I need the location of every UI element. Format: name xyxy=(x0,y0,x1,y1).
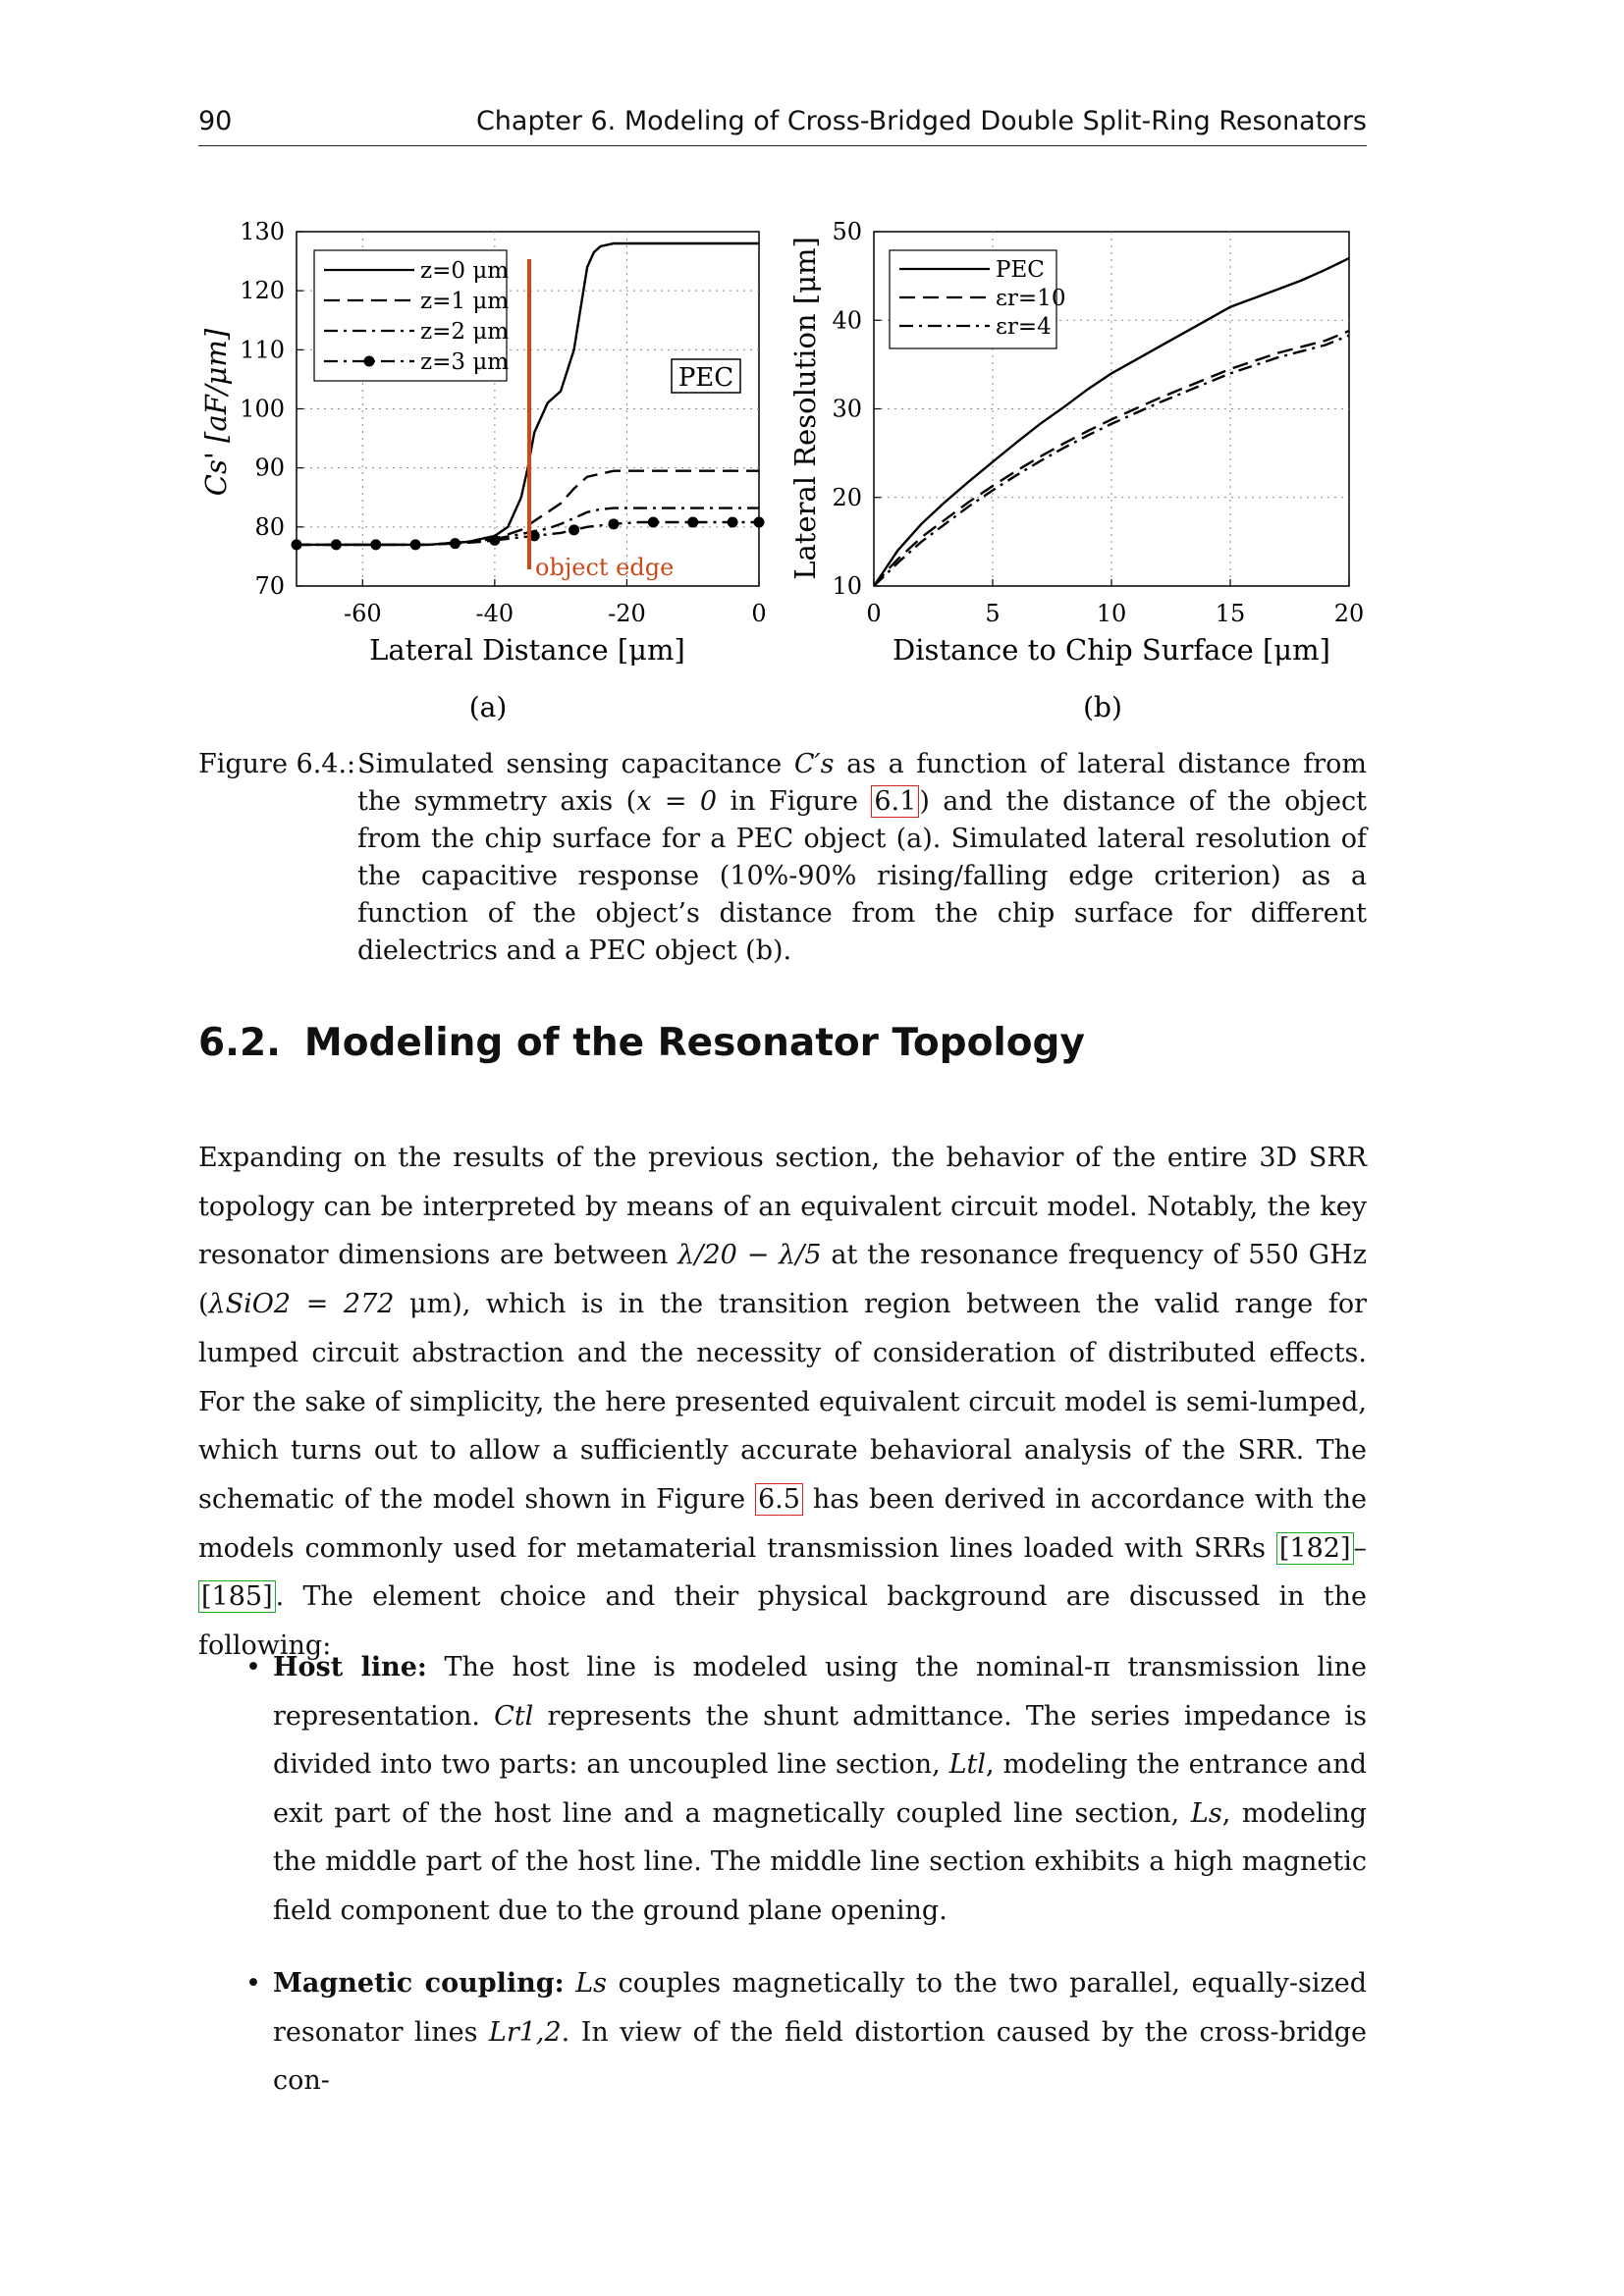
tick-label-x: 0 xyxy=(866,600,882,627)
section-title: Modeling of the Resonator Topology xyxy=(303,1021,1085,1065)
chart-a-ylabel: Cs' [aF/μm] xyxy=(199,328,233,497)
bullet-dot: • xyxy=(245,1968,261,1999)
tick-label-y: 40 xyxy=(832,306,862,335)
caption-text-2: as a function of lateral distance from the symmetry axis ( xyxy=(357,749,1367,817)
caption-body xyxy=(357,746,1367,970)
tick-label-y: 30 xyxy=(832,395,862,423)
chart-a-xlabel: Lateral Distance [μm] xyxy=(369,633,685,667)
chart-b-legend xyxy=(890,250,1065,348)
bullet-text xyxy=(565,1968,576,1999)
bullet-list xyxy=(198,1643,1367,2130)
bullet-symbol: Lr1,2 xyxy=(488,2016,562,2048)
panel-b-label: (b) xyxy=(1083,691,1122,723)
bullet-symbol: Ctl xyxy=(494,1700,534,1732)
tick-label-y: 130 xyxy=(240,218,285,245)
tick-label-x: 20 xyxy=(1333,600,1365,627)
list-item xyxy=(198,1643,1367,1935)
tick-label-x: 0 xyxy=(751,600,767,627)
caption-symbol-cs: C′s xyxy=(793,749,835,779)
page-number: 90 xyxy=(198,106,233,136)
legend-label: z=1 μm xyxy=(420,289,510,314)
series-marker xyxy=(331,539,342,550)
series-marker xyxy=(568,524,579,535)
chart-a xyxy=(199,218,767,723)
bullet-text: , modeling the middle part of the host line. The middle line section exhibits a high magnetic field component due to the ground plane opening. xyxy=(273,1797,1367,1926)
chart-b xyxy=(788,218,1364,723)
bullet-symbol: Ls xyxy=(1190,1797,1222,1829)
para-eq-2: λSiO2 = 272 xyxy=(208,1289,395,1320)
series-marker xyxy=(370,539,381,550)
chart-b-xlabel: Distance to Chip Surface [μm] xyxy=(893,633,1330,667)
bullet-symbol: Ltl xyxy=(948,1749,987,1780)
caption-eq-x: x = 0 xyxy=(636,786,718,817)
para-eq-1: λ/20 − λ/5 xyxy=(677,1240,822,1271)
chart-a-legend xyxy=(314,250,509,381)
figure-6-5-link[interactable]: 6.5 xyxy=(755,1483,803,1516)
bullet-symbol: Ls xyxy=(575,1968,607,1999)
caption-label: Figure 6.4.: xyxy=(198,749,356,779)
pec-label: PEC xyxy=(677,363,734,393)
legend-label: εr=10 xyxy=(996,286,1066,311)
bullet-text: represents the shunt admittance. The series impedance is divided into two parts: an uncoupled line section, xyxy=(273,1700,1367,1780)
bullet-text: The host line is modeled using the nominal-π transmission line representation. xyxy=(273,1652,1367,1732)
series-marker xyxy=(450,538,460,549)
figure-6-1-link[interactable]: 6.1 xyxy=(871,785,919,818)
para-text-3: μm), which is in the transition region between the valid range for lumped circuit abstraction and the necessity of consideration of distributed effects. For the sake of simplicity, the here presented equivalent circuit model is semi-lumped, which turns out to allow a sufficiently accurate behavioral analysis of the SRR. The schematic of the model shown in Figure xyxy=(198,1289,1367,1515)
tick-label-y: 70 xyxy=(254,572,285,600)
para-text-1: Expanding on the results of the previous section, the behavior of the entire 3D SRR topology can be interpreted by means of an equivalent circuit model. Notably, the key resonator dimensions are between xyxy=(198,1143,1367,1271)
tick-label-y: 50 xyxy=(832,218,862,245)
tick-label-y: 20 xyxy=(832,483,862,511)
para-dash: – xyxy=(1353,1532,1367,1564)
series-marker xyxy=(489,535,500,546)
tick-label-y: 110 xyxy=(240,336,285,364)
series-marker xyxy=(754,517,765,528)
series-marker xyxy=(608,518,619,529)
body-paragraph xyxy=(198,1134,1367,1671)
section-number: 6.2. xyxy=(198,1021,281,1065)
figure-6-4 xyxy=(0,0,1624,736)
panel-a-label: (a) xyxy=(468,691,508,723)
bullet-dot: • xyxy=(245,1652,261,1682)
tick-label-x: 5 xyxy=(985,600,1001,627)
tick-label-x: 10 xyxy=(1096,600,1127,627)
section-heading xyxy=(198,1021,1085,1065)
legend-label: εr=4 xyxy=(996,314,1052,340)
para-text-2: at the resonance frequency of 550 GHz ( xyxy=(198,1240,1367,1320)
tick-label-y: 120 xyxy=(240,277,285,305)
tick-label-y: 100 xyxy=(240,395,285,423)
object-edge-label: object edge xyxy=(535,554,675,581)
tick-label-x: -60 xyxy=(343,600,382,627)
para-text-5: . The element choice and their physical background are discussed in the following: xyxy=(198,1581,1367,1662)
series-marker xyxy=(728,517,738,528)
chart-b-ylabel: Lateral Resolution [μm] xyxy=(788,237,822,580)
chapter-title: Chapter 6. Modeling of Cross-Bridged Double Split-Ring Resonators xyxy=(475,106,1367,136)
series-marker xyxy=(410,539,421,550)
legend-marker xyxy=(364,356,375,367)
legend-label: z=3 μm xyxy=(420,349,510,375)
series-marker xyxy=(648,517,659,528)
para-text-4: has been derived in accordance with the models commonly used for metamaterial transmission lines loaded with SRRs xyxy=(198,1483,1367,1564)
caption-text-3: in Figure xyxy=(717,786,872,817)
tick-label-x: -20 xyxy=(608,600,646,627)
citation-185-link[interactable]: [185] xyxy=(198,1580,276,1613)
bullet-text: . In view of the field distortion caused by the cross-bridge con- xyxy=(273,2016,1368,2096)
citation-182-link[interactable]: [182] xyxy=(1276,1532,1354,1565)
legend-label: PEC xyxy=(996,257,1045,283)
tick-label-y: 80 xyxy=(254,512,285,541)
tick-label-x: 15 xyxy=(1215,600,1246,627)
list-item xyxy=(198,1959,1367,2106)
series-marker xyxy=(687,517,698,528)
tick-label-y: 10 xyxy=(832,572,862,600)
legend-label: z=0 μm xyxy=(420,258,510,284)
caption-text-4: ) and the distance of the object from the chip surface for a PEC object (a). Simulated lateral resolution of the capacitive response (10%-90% rising/falling edge criterion) as a function of the object’s distance from the chip surface for different dielectrics and a PEC object (b). xyxy=(357,786,1367,966)
legend-label: z=2 μm xyxy=(420,319,510,345)
tick-label-y: 90 xyxy=(254,454,285,482)
series-marker xyxy=(292,539,302,550)
caption-text-1: Simulated sensing capacitance xyxy=(357,749,794,779)
bullet-text: couples magnetically to the two parallel, equally-sized resonator lines xyxy=(273,1968,1367,2048)
bullet-title: Magnetic coupling: xyxy=(273,1968,565,1999)
tick-label-x: -40 xyxy=(475,600,514,627)
bullet-text: , modeling the entrance and exit part of the host line and a magnetically coupled line section, xyxy=(273,1749,1367,1829)
figure-caption xyxy=(198,746,1367,970)
bullet-title: Host line: xyxy=(273,1652,427,1682)
